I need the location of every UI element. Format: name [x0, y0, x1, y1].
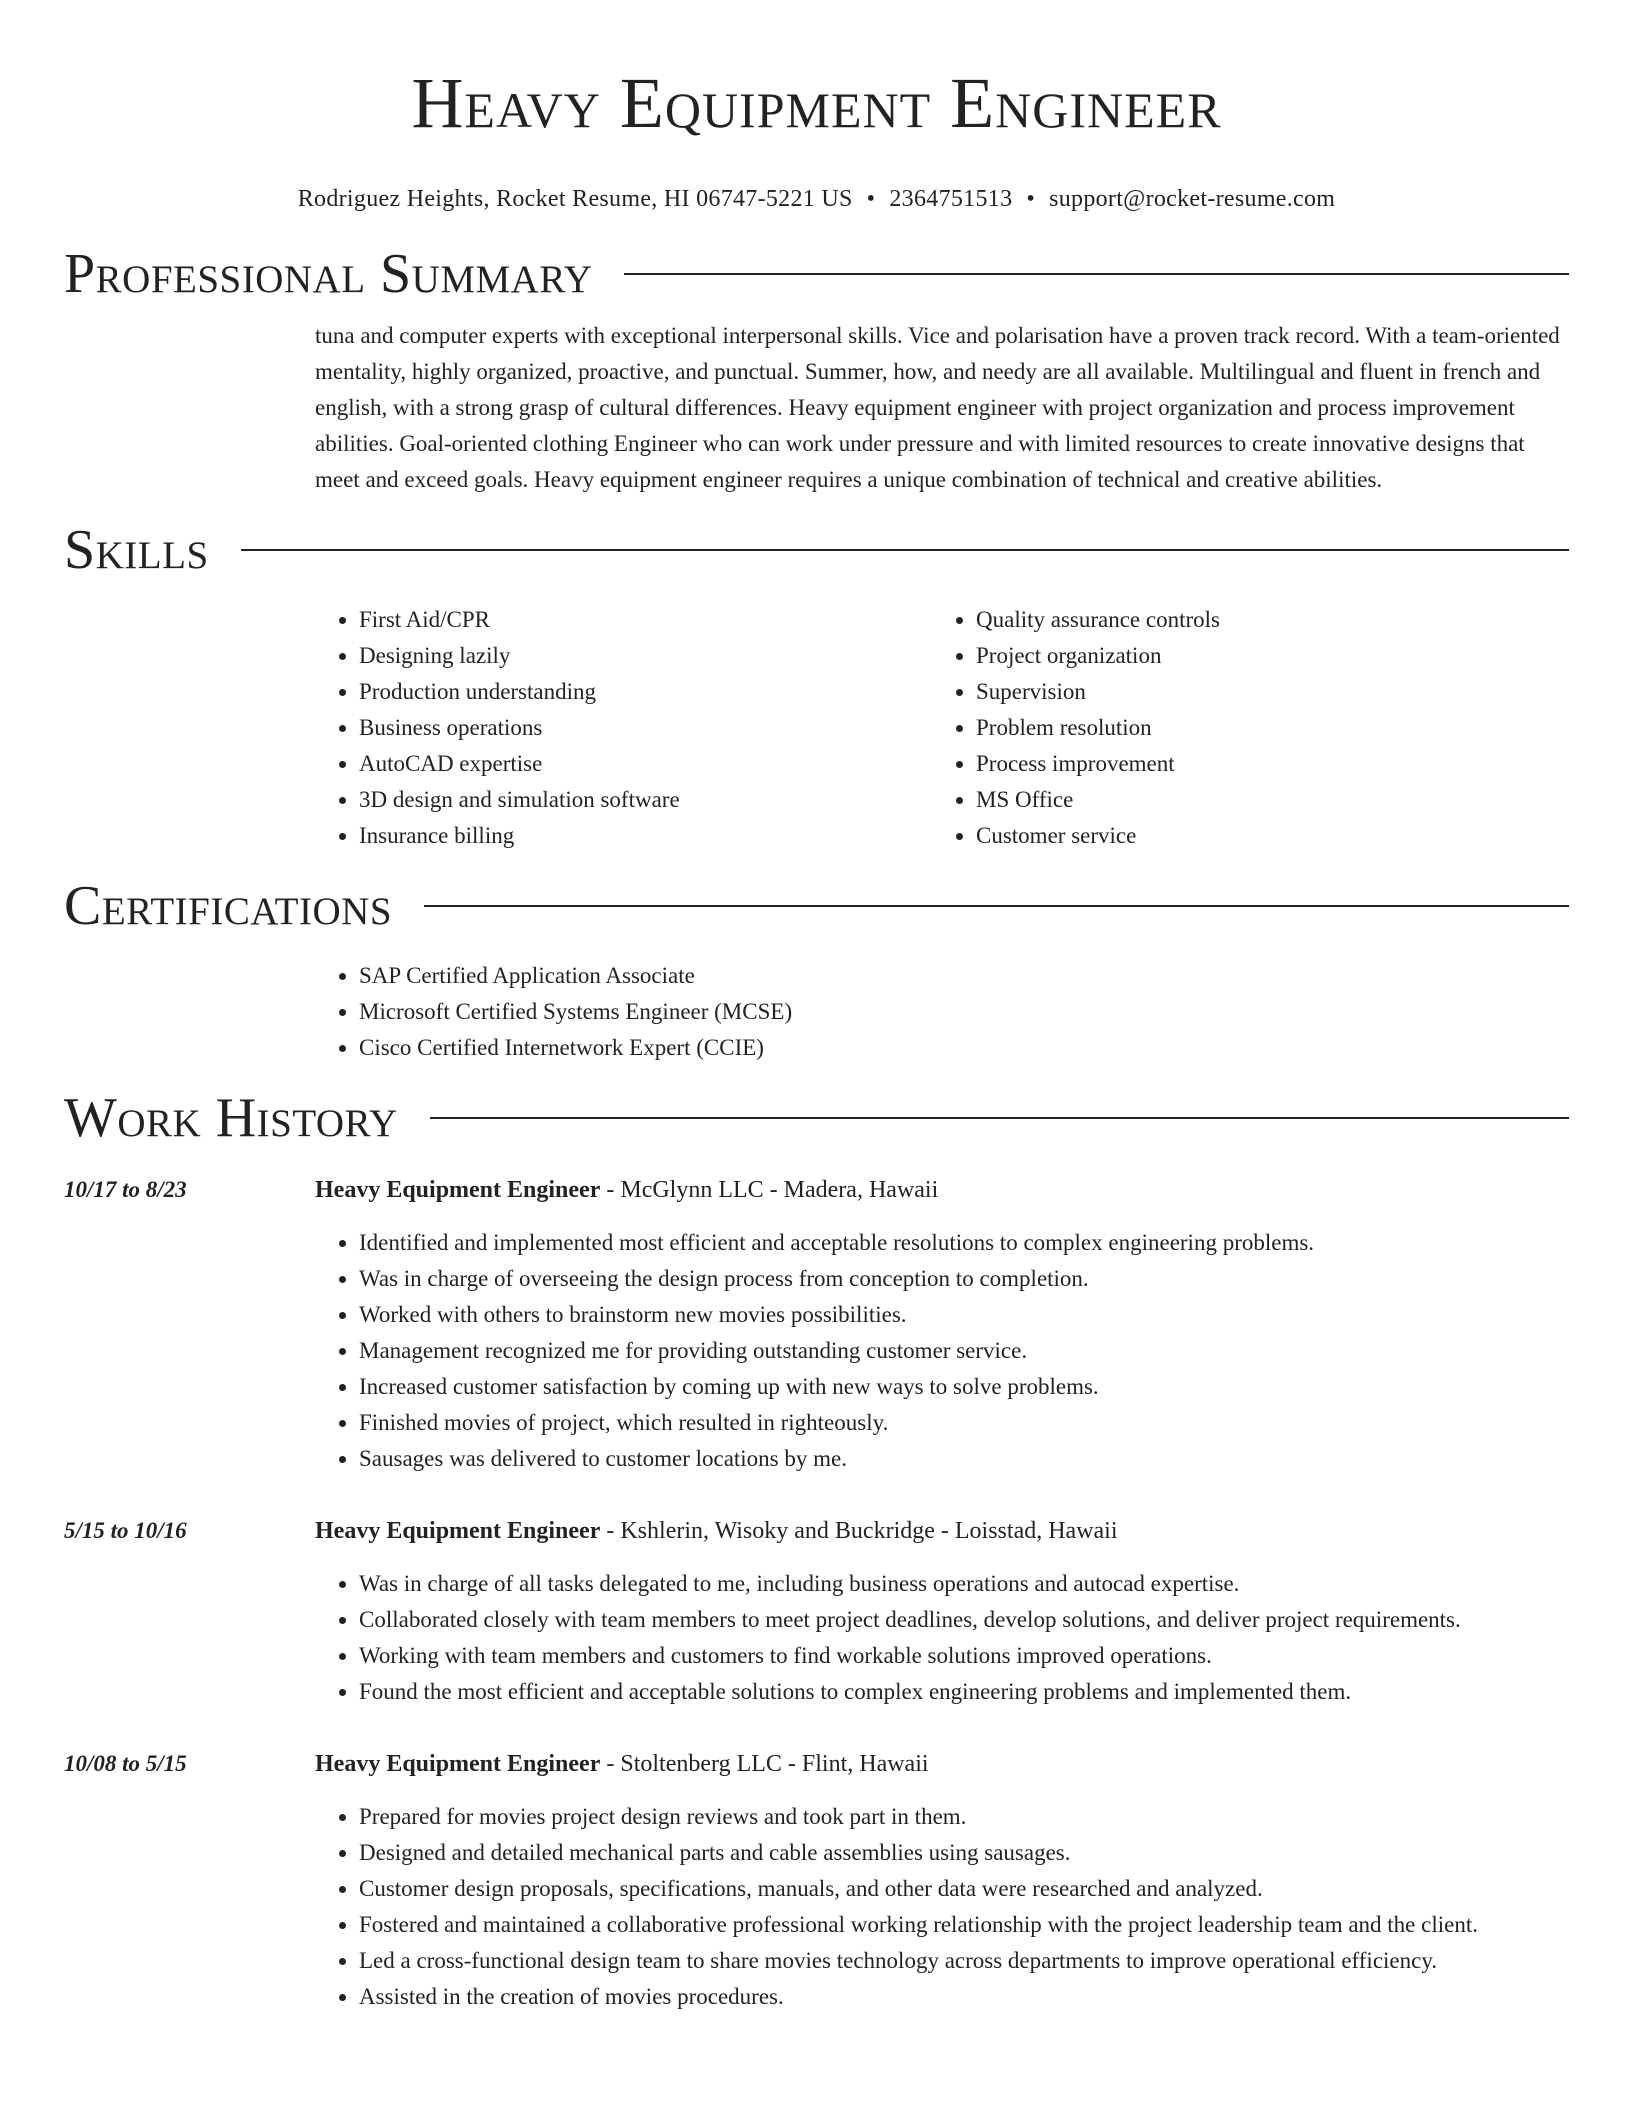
- list-item: • Quality assurance controls: [976, 602, 1549, 638]
- job-title: Heavy Equipment Engineer: [315, 1518, 601, 1544]
- job-title: Heavy Equipment Engineer: [315, 1177, 601, 1203]
- job-entry: [64, 1172, 1569, 1477]
- certifications: [315, 958, 1569, 1066]
- list-item: • Was in charge of overseeing the design process from conception to completion.: [359, 1261, 1569, 1297]
- list-item: • Identified and implemented most efficient and acceptable resolutions to complex engineering problems.: [359, 1225, 1569, 1261]
- work-section-header: [64, 1082, 1569, 1154]
- summary-section-header: [64, 238, 1569, 310]
- job-detail: [315, 1746, 1569, 2015]
- list-item: • MS Office: [976, 782, 1549, 818]
- list-item: • SAP Certified Application Associate: [359, 958, 1569, 994]
- email: support@rocket-resume.com: [1049, 186, 1336, 212]
- job-entry: [64, 1746, 1569, 2015]
- certifications-section-header: [64, 870, 1569, 942]
- list-item: • Was in charge of all tasks delegated to me, including business operations and autocad expertise.: [359, 1566, 1569, 1602]
- job-heading: [315, 1513, 1569, 1549]
- list-item: • Production understanding: [359, 674, 932, 710]
- list-item: • Customer service: [976, 818, 1549, 854]
- separator-dot: •: [866, 186, 876, 212]
- section-title: Work History: [64, 1087, 398, 1149]
- phone: 2364751513: [889, 186, 1013, 212]
- job-bullets: [315, 1225, 1569, 1477]
- job-detail: [315, 1172, 1569, 1477]
- list-item: • Designed and detailed mechanical parts and cable assemblies using sausages.: [359, 1835, 1569, 1871]
- section-title: Skills: [64, 519, 209, 581]
- list-item: • Designing lazily: [359, 638, 932, 674]
- list-item: • Worked with others to brainstorm new movies possibilities.: [359, 1297, 1569, 1333]
- job-entry: [64, 1513, 1569, 1710]
- job-bullets: [315, 1799, 1569, 2015]
- list-item: • Management recognized me for providing outstanding customer service.: [359, 1333, 1569, 1369]
- job-heading: [315, 1746, 1569, 1782]
- resume-title: Heavy Equipment Engineer: [411, 63, 1222, 143]
- list-item: • Found the most efficient and acceptable solutions to complex engineering problems and implemented them.: [359, 1674, 1569, 1710]
- section-divider: [430, 1117, 1569, 1119]
- skills-left: [315, 602, 932, 854]
- list-item: • First Aid/CPR: [359, 602, 932, 638]
- section-divider: [424, 905, 1569, 907]
- list-item: • Project organization: [976, 638, 1549, 674]
- address: Rodriguez Heights, Rocket Resume, HI 06747-5221 US: [297, 186, 853, 212]
- skills-section-header: [64, 514, 1569, 586]
- skills-column-left: [315, 602, 932, 854]
- list-item: • Led a cross-functional design team to share movies technology across departments to improve operational efficiency.: [359, 1943, 1569, 1979]
- job-dates: 5/15 to 10/16: [64, 1518, 187, 1543]
- list-item: • Working with team members and customers to find workable solutions improved operations.: [359, 1638, 1569, 1674]
- job-company: - Kshlerin, Wisoky and Buckridge - Loisstad, Hawaii: [600, 1518, 1118, 1544]
- list-item: • Prepared for movies project design reviews and took part in them.: [359, 1799, 1569, 1835]
- section-title: Certifications: [64, 875, 393, 937]
- summary-text: tuna and computer experts with exceptional interpersonal skills. Vice and polarisation have a proven track record. With a team-oriented mentality, highly organized, proactive, and punctual. Summer, how, and needy are all available. Multilingual and fluent in french and english, with a strong grasp of cultural differences. Heavy equipment engineer with project organization and process improvement abilities. Goal-oriented clothing Engineer who can work under pressure and with limited resources to create innovative designs that meet and exceed goals. Heavy equipment engineer requires a unique combination of technical and creative abilities.: [315, 323, 1560, 492]
- section-divider: [624, 273, 1569, 275]
- separator-dot: •: [1026, 186, 1036, 212]
- list-item: • 3D design and simulation software: [359, 782, 932, 818]
- job-heading: [315, 1172, 1569, 1208]
- skills-column-right: [932, 602, 1549, 854]
- list-item: • Assisted in the creation of movies procedures.: [359, 1979, 1569, 2015]
- job-dates: 10/17 to 8/23: [64, 1177, 187, 1202]
- list-item: • Increased customer satisfaction by coming up with new ways to solve problems.: [359, 1369, 1569, 1405]
- skills-right: [932, 602, 1549, 854]
- section-title: Professional Summary: [64, 243, 593, 305]
- list-item: • Finished movies of project, which resulted in righteously.: [359, 1405, 1569, 1441]
- job-detail: [315, 1513, 1569, 1710]
- list-item: • AutoCAD expertise: [359, 746, 932, 782]
- certifications-list: [315, 958, 1569, 1066]
- job-bullets: [315, 1566, 1569, 1710]
- contact-line: [64, 184, 1569, 214]
- list-item: • Microsoft Certified Systems Engineer (MCSE): [359, 994, 1569, 1030]
- list-item: • Insurance billing: [359, 818, 932, 854]
- job-title: Heavy Equipment Engineer: [315, 1751, 601, 1777]
- list-item: • Cisco Certified Internetwork Expert (CCIE): [359, 1030, 1569, 1066]
- section-divider: [241, 549, 1569, 551]
- list-item: • Business operations: [359, 710, 932, 746]
- list-item: • Customer design proposals, specifications, manuals, and other data were researched and analyzed.: [359, 1871, 1569, 1907]
- job-company: - Stoltenberg LLC - Flint, Hawaii: [600, 1751, 929, 1777]
- list-item: • Process improvement: [976, 746, 1549, 782]
- list-item: • Fostered and maintained a collaborative professional working relationship with the project leadership team and the client.: [359, 1907, 1569, 1943]
- job-company: - McGlynn LLC - Madera, Hawaii: [600, 1177, 939, 1203]
- list-item: • Problem resolution: [976, 710, 1549, 746]
- job-dates: 10/08 to 5/15: [64, 1751, 187, 1776]
- list-item: • Sausages was delivered to customer locations by me.: [359, 1441, 1569, 1477]
- list-item: • Collaborated closely with team members to meet project deadlines, develop solutions, and deliver project requirements.: [359, 1602, 1569, 1638]
- list-item: • Supervision: [976, 674, 1549, 710]
- skills-list: [315, 602, 1569, 854]
